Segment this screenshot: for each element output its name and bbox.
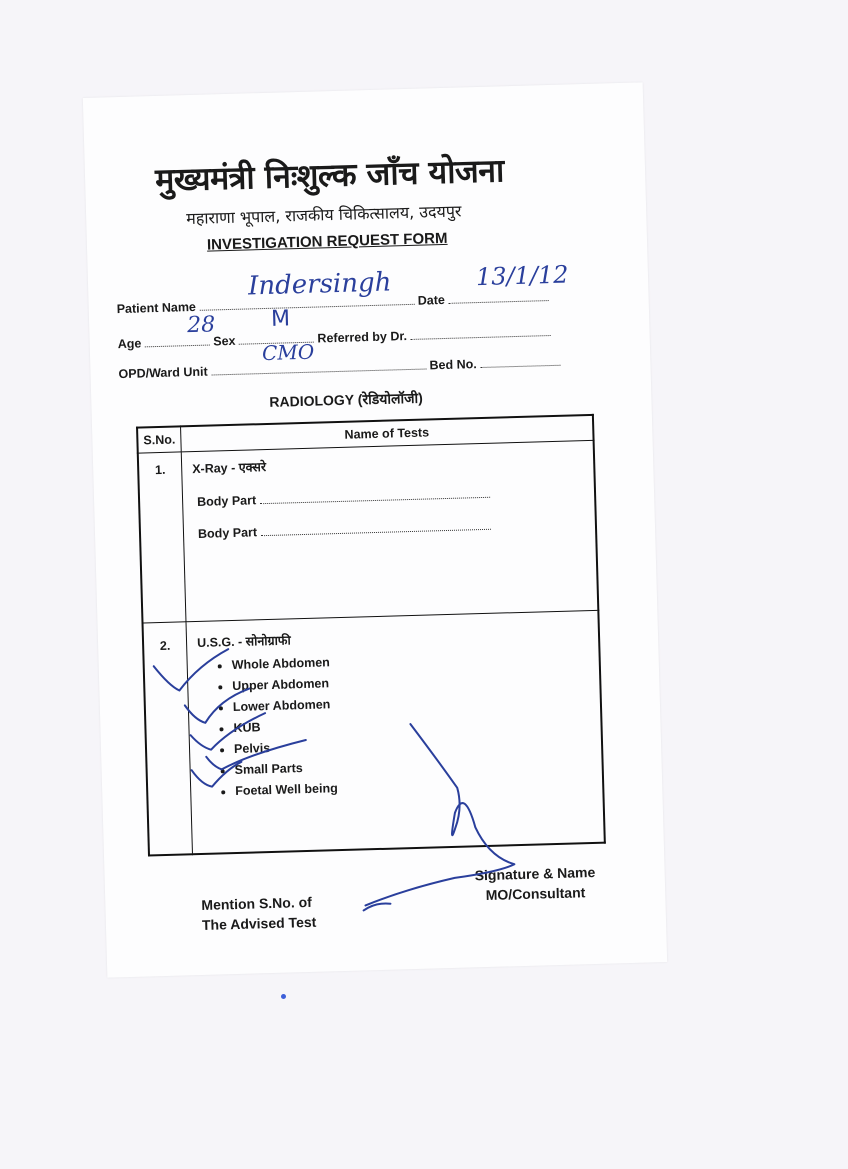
- list-item[interactable]: • Lower Abdomen: [233, 690, 590, 714]
- sex-label: Sex: [213, 333, 236, 349]
- date-label: Date: [417, 292, 446, 308]
- referred-label: Referred by Dr.: [317, 329, 408, 346]
- opd-label: OPD/Ward Unit: [118, 364, 208, 382]
- row-sno: 2.: [143, 622, 193, 856]
- list-item[interactable]: • Pelvis: [234, 732, 591, 756]
- body-part-label: Body Part: [197, 525, 258, 541]
- signature-line-1: Signature & Name: [474, 863, 596, 884]
- body-part-label: Body Part: [196, 493, 257, 509]
- scheme-title: मुख्यमंत्री निःशुल्क जाँच योजना: [154, 151, 505, 199]
- list-item[interactable]: • Whole Abdomen: [232, 648, 589, 672]
- date-handwriting: 13/1/12: [475, 260, 569, 292]
- checkmark-icon: [191, 762, 242, 787]
- form-title: INVESTIGATION REQUEST FORM: [206, 229, 448, 254]
- age-label: Age: [117, 336, 142, 352]
- ink-marks: [83, 82, 667, 977]
- patient-name-handwriting: Indersingh: [247, 267, 392, 302]
- list-item[interactable]: • Foetal Well being: [235, 774, 592, 798]
- signature-line-2: MO/Consultant: [485, 884, 586, 904]
- mention-line-2: The Advised Test: [201, 913, 317, 933]
- checkmark-icon: [153, 649, 229, 691]
- list-item[interactable]: • Upper Abdomen: [232, 669, 589, 693]
- sex-handwriting: M: [270, 306, 291, 332]
- list-item[interactable]: • Small Parts: [234, 753, 591, 777]
- ink-dot: [281, 994, 286, 999]
- form-sheet: [83, 82, 667, 977]
- bed-label: Bed No.: [429, 357, 477, 373]
- checkmark-icon: [190, 713, 266, 750]
- patient-name-label: Patient Name: [116, 299, 197, 317]
- section-title: RADIOLOGY (रेडियोलॉजी): [269, 389, 424, 410]
- opd-handwriting: CMO: [261, 339, 315, 366]
- sno-header: S.No.: [137, 426, 181, 453]
- hospital-name: महाराणा भूपाल, राजकीय चिकित्सालय, उदयपुर: [185, 201, 462, 229]
- mention-line-1: Mention S.No. of: [201, 893, 313, 913]
- checkmark-icon: [184, 689, 250, 724]
- signature-scrawl: [360, 721, 515, 905]
- usg-title: U.S.G. - सोनोग्राफी: [196, 633, 291, 651]
- age-handwriting: 28: [186, 312, 216, 339]
- list-item[interactable]: • KUB: [233, 711, 590, 735]
- row-sno: 1.: [138, 452, 186, 623]
- checkmark-icon: [206, 740, 307, 770]
- xray-title: X-Ray - एक्सरे: [192, 460, 267, 477]
- tests-header: Name of Tests: [181, 415, 594, 452]
